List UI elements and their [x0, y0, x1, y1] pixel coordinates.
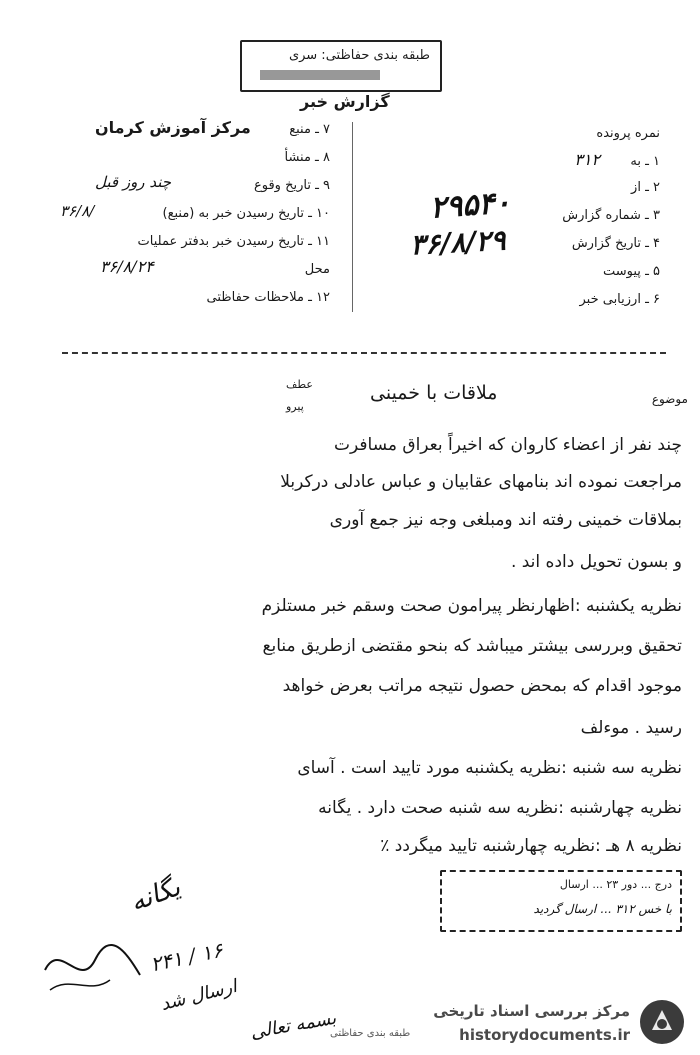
doc-type-title: گزارش خبر	[300, 92, 390, 111]
column-divider	[352, 122, 353, 312]
watermark-logo-icon	[640, 1000, 684, 1044]
header-separator	[62, 352, 666, 354]
classification-stamp-text: طبقه بندی حفاظتی: سری	[288, 48, 430, 63]
body-line-6: تحقیق وبررسی بیشتر میباشد که بنحو مقتضی ازطریق منابع	[262, 636, 682, 656]
field-report-date: ۴ ـ تاریخ گزارش	[571, 236, 660, 251]
body-line-1: چند نفر از اعضاء کاروان که اخیراً بعراق مسافرت	[334, 435, 682, 455]
field-received-date-value: ۳۶/۸/	[60, 202, 95, 220]
field-to-value: ۳۱۲	[574, 150, 600, 169]
body-line-4: و بسون تحویل داده اند .	[510, 552, 682, 572]
subject-ref-2: پیرو	[286, 400, 304, 413]
watermark-title: مرکز بررسی اسناد تاریخی	[433, 1002, 630, 1020]
field-news-evaluation: ۶ ـ ارزیابی خبر	[579, 292, 660, 307]
field-attachment: ۵ ـ پیوست	[603, 264, 660, 279]
field-origin: ۸ ـ منشأ	[284, 150, 330, 165]
field-location-value: ۳۶/۸/۲۴	[100, 257, 154, 276]
field-from: ۲ ـ از	[631, 180, 660, 195]
body-line-9: نظریه سه شنبه :نظریه یکشنبه مورد تایید است . آسای	[297, 758, 682, 778]
subject-label: موضوع	[651, 392, 688, 406]
field-file-number: نمره پرونده	[596, 126, 660, 141]
watermark-url: historydocuments.ir	[459, 1026, 630, 1044]
classification-stamp	[240, 40, 442, 92]
body-line-2: مراجعت نموده اند بنامهای عقابیان و عباس عادلی درکربلا	[280, 472, 682, 492]
subject-value: ملاقات با خمینی	[370, 382, 498, 404]
handwritten-note-2: ارسال شد	[158, 975, 239, 1016]
classification-stamp-blot	[260, 70, 380, 80]
field-occurrence-date-value: چند روز قبل	[95, 173, 171, 191]
office-name: مرکز آموزش کرمان	[95, 118, 251, 137]
field-occurrence-date: ۹ ـ تاریخ وقوع	[253, 178, 330, 193]
field-received-date: ۱۰ ـ تاریخ رسیدن خبر به (منبع)	[162, 206, 330, 221]
dispatch-stamp-line-1: درج ... دور ۲۳ ... ارسال	[559, 878, 672, 891]
signature-yegane: یگانه	[126, 872, 185, 918]
body-line-11: نظریه ۸ هـ :نظریه چهارشنبه تایید میگردد ٪	[380, 836, 682, 856]
handwritten-note-1: ۲۴۱ / ۱۶	[148, 937, 225, 977]
field-to: ۱ ـ به	[630, 154, 660, 169]
handwritten-note-3: بسمه تعالی	[248, 1007, 338, 1044]
footer-classification-stamp: طبقه بندی حفاظتی	[330, 1028, 411, 1039]
field-ops-date: ۱۱ ـ تاریخ رسیدن خبر بدفتر عملیات	[137, 234, 330, 249]
body-line-8: رسید . موءلف	[580, 718, 682, 738]
handwritten-report-number: ۲۹۵۴۰	[428, 185, 512, 226]
body-line-5: نظریه یکشنبه :اظهارنظر پیرامون صحت وسقم خبر مستلزم	[261, 596, 682, 616]
subject-ref-1: عطف	[286, 378, 313, 391]
dispatch-stamp	[440, 870, 682, 932]
handwritten-report-date: ۳۶/۸/۲۹	[409, 223, 507, 262]
handwriting-scribble	[40, 930, 150, 1000]
field-location: محل	[304, 262, 330, 277]
body-line-10: نظریه چهارشنبه :نظریه سه شنبه صحت دارد . یگانه	[318, 798, 682, 818]
body-line-7: موجود اقدام که بمحض حصول نتیجه مراتب بعرض خواهد	[282, 676, 682, 696]
field-security-notes: ۱۲ ـ ملاحظات حفاظتی	[206, 290, 330, 305]
body-line-3: بملاقات خمینی رفته اند ومبلغی وجه نیز جمع آوری	[329, 510, 682, 530]
dispatch-stamp-line-2: با خس ۳۱۲ ... ارسال گردید	[533, 902, 672, 916]
field-report-number: ۳ ـ شماره گزارش	[562, 208, 660, 223]
field-source: ۷ ـ منبع	[289, 122, 330, 137]
